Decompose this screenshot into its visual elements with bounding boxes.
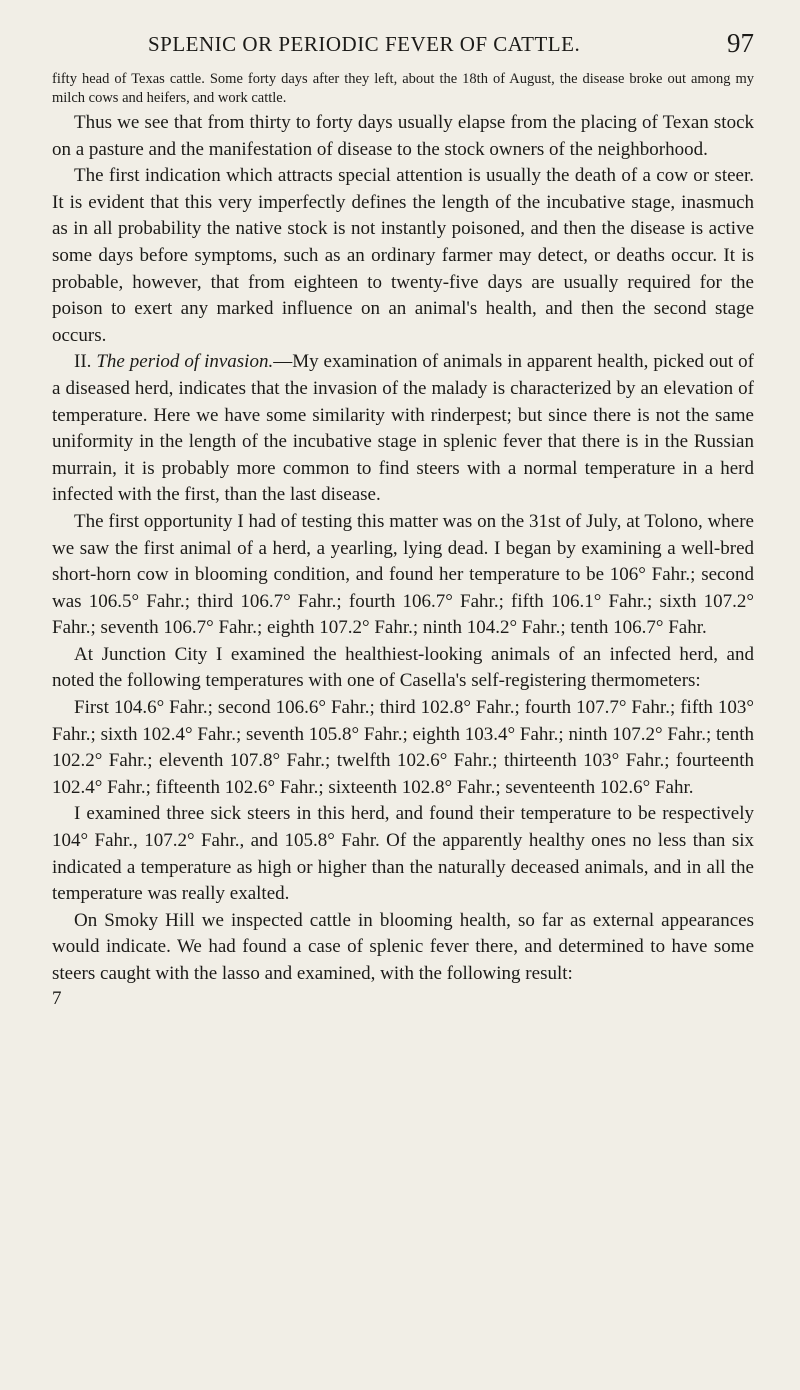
paragraph-sick-steers: I examined three sick steers in this herd, and found their temperature to be respectively 104° Fahr., 107.2° Fahr., and 105.8° Fahr. Of the apparently healthy ones no less than six indicated a temperature as high or higher than the naturally deceased animals, and in all the temperature was really exalted. [52,803,754,905]
paragraph-tolono-temperatures: The first opportunity I had of testing this matter was on the 31st of July, at Tolono, where we saw the first animal of a herd, a yearling, lying dead. I began by examining a well-bred short-horn cow in blooming condition, and found her temperature to be 106° Fahr.; second was 106.5° Fahr.; third 106.7° Fahr.; fourth 106.7° Fahr.; fifth 106.1° Fahr.; sixth 107.2° Fahr.; seventh 106.7° Fahr.; eighth 107.2° Fahr.; ninth 104.2° Fahr.; tenth 106.7° Fahr. [52,510,754,639]
continued-text: fifty head of Texas cattle. Some forty days after they left, about the 18th of August, the disease broke out among my milch cows and heifers, and work cattle. [52,71,754,106]
section-number: II. [74,351,97,373]
paragraph-first-indication: The first indication which attracts special attention is usually the death of a cow or steer. It is evident that this very imperfectly defines the length of the incubative stage, inasmuch as in all probability the native stock is not instantly poisoned, and then the disease is active some days before symptoms, such as an ordinary farmer may detect, or deaths occur. It is probable, however, that from eighteen to twenty-five days are usually required for the poison to exert any marked influence on an animal's health, and then the second stage occurs. [52,165,754,346]
paragraph-incubation-summary: Thus we see that from thirty to forty days usually elapse from the placing of Texan stock on a pasture and the manifestation of disease to the stock owners of the neighborhood. [52,112,754,160]
section-body: —My examination of animals in apparent health, picked out of a diseased herd, indicates that the invasion of the malady is characterized by an elevation of temperature. Here we have some similarity with rinderpest; but since there is not the same uniformity in the length of the incubative stage in splenic fever that there is in the Russian murrain, it is probably more common to find steers with a normal temperature in a herd infected with the first, than the last disease. [52,351,755,506]
paragraph-period-of-invasion [52,349,754,509]
signature-mark: 7 [52,987,62,1009]
page-number: 97 [727,28,754,58]
paragraph-smoky-hill: On Smoky Hill we inspected cattle in blooming health, so far as external appearances would indicate. We had found a case of splenic fever there, and determined to have some steers caught with the lasso and examined, with the following result: [52,909,754,984]
paragraph-junction-city: At Junction City I examined the healthiest-looking animals of an infected herd, and noted the following temperatures with one of Casella's self-registering thermometers: [52,643,754,692]
section-heading: The period of invasion. [96,351,274,373]
running-title: SPLENIC OR PERIODIC FEVER OF CATTLE. [148,32,581,56]
page-header [52,30,754,70]
paragraph-junction-city-temperatures: First 104.6° Fahr.; second 106.6° Fahr.; third 102.8° Fahr.; fourth 107.7° Fahr.; fifth 103° Fahr.; sixth 102.4° Fahr.; seventh 105.8° Fahr.; eighth 103.4° Fahr.; ninth 107.2° Fahr.; tenth 102.2° Fahr.; eleventh 107.8° Fahr.; twelfth 102.6° Fahr.; thirteenth 103° Fahr.; fourteenth 102.4° Fahr.; fifteenth 102.6° Fahr.; sixteenth 102.8° Fahr.; seventeenth 102.6° Fahr. [52,697,754,798]
